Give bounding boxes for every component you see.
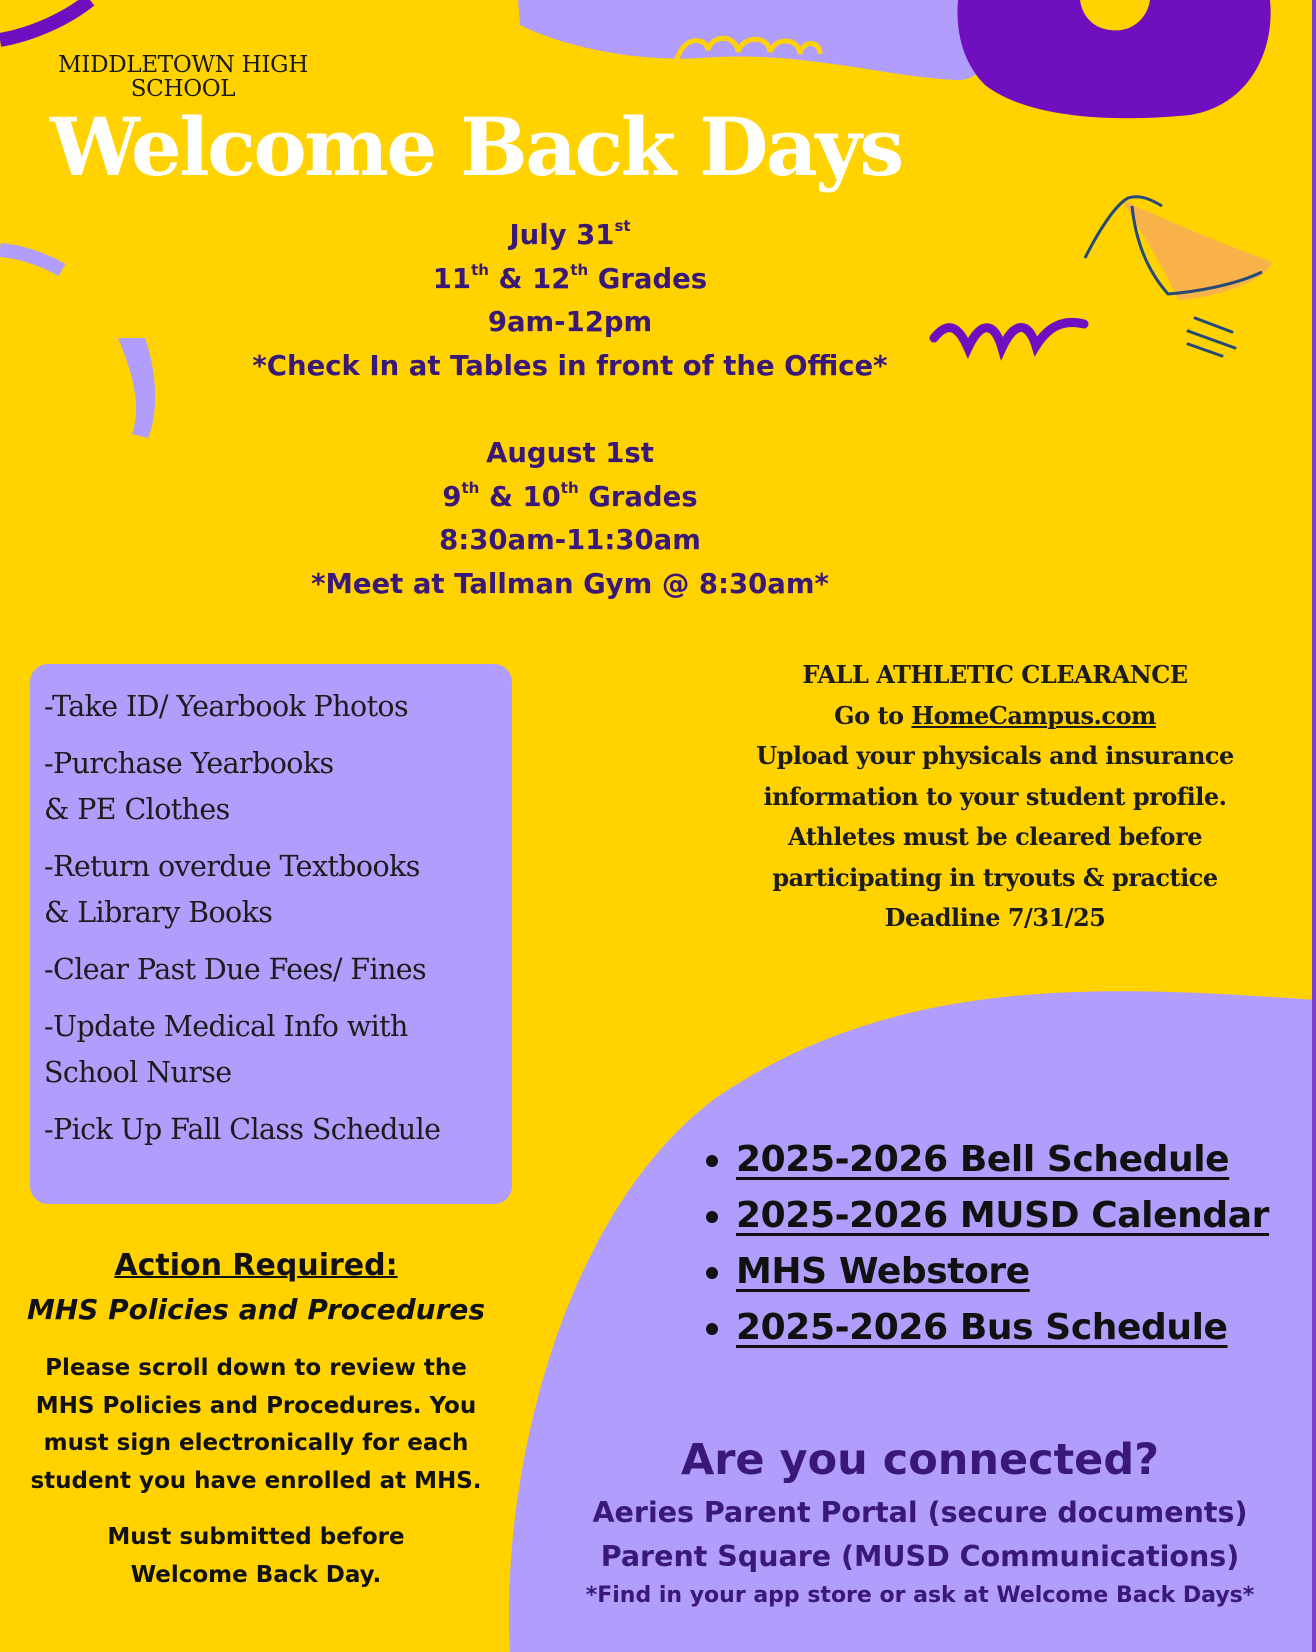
action-deadline-line: Welcome Back Day.	[130, 1561, 382, 1588]
athletic-line1: Upload your physicals and insurance	[756, 741, 1234, 770]
action-body-line: must sign electronically for each	[43, 1430, 469, 1456]
connected-section	[570, 1429, 1270, 1613]
athletic-goto: Go to HomeCampus.com	[834, 700, 1156, 730]
event1-note: *Check In at Tables in front of the Office*	[252, 349, 888, 382]
page-title: Welcome Back Days	[50, 100, 902, 194]
event-august-1	[170, 432, 970, 606]
homecampus-link[interactable]: HomeCampus.com	[911, 700, 1156, 730]
school-name	[52, 53, 314, 101]
parent-square-text: Parent Square (MUSD Communications)	[600, 1540, 1240, 1573]
action-required-section	[14, 1244, 498, 1594]
athletic-heading: FALL ATHLETIC CLEARANCE	[802, 660, 1188, 689]
webstore-link[interactable]: MHS Webstore	[700, 1244, 1269, 1300]
todo-list-box	[30, 664, 512, 1204]
todo-item: -Clear Past Due Fees/ Fines	[44, 953, 427, 986]
event2-grades: 9th & 10th Grades	[442, 478, 698, 513]
todo-item: -Take ID/ Yearbook Photos	[44, 690, 409, 723]
musd-calendar-link[interactable]: 2025-2026 MUSD Calendar	[700, 1188, 1269, 1244]
event2-date: August 1st	[486, 437, 654, 469]
athletic-line4: participating in tryouts & practice	[772, 862, 1218, 892]
athletic-line3: Athletes must be cleared before	[788, 822, 1202, 851]
athletic-line2: information to your student profile.	[763, 781, 1227, 811]
todo-item: -Pick Up Fall Class Schedule	[44, 1113, 441, 1146]
school-name-line1: MIDDLETOWN HIGH	[58, 52, 308, 78]
event2-time: 8:30am-11:30am	[439, 524, 701, 556]
action-body-line: MHS Policies and Procedures. You	[35, 1392, 477, 1419]
action-body-line: Please scroll down to review the	[45, 1355, 467, 1381]
todo-item: -Return overdue Textbooks & Library Books	[44, 850, 420, 929]
event2-note: *Meet at Tallman Gym @ 8:30am*	[311, 567, 829, 600]
event1-date: July 31st	[509, 217, 631, 251]
action-subheading: MHS Policies and Procedures	[26, 1293, 486, 1326]
app-store-note: *Find in your app store or ask at Welcome Back Days*	[585, 1583, 1255, 1608]
todo-item: -Update Medical Info with School Nurse	[44, 1010, 408, 1089]
athletic-clearance-section	[720, 655, 1270, 939]
lavender-arc-left	[0, 250, 62, 270]
bus-schedule-link[interactable]: 2025-2026 Bus Schedule	[700, 1300, 1269, 1356]
aeries-portal-text: Aeries Parent Portal (secure documents)	[592, 1496, 1248, 1529]
action-heading: Action Required:	[114, 1248, 398, 1283]
event1-time: 9am-12pm	[487, 306, 653, 338]
event-july-31	[170, 214, 970, 388]
resource-links-list	[700, 1132, 1269, 1356]
connected-heading: Are you connected?	[680, 1435, 1160, 1485]
bell-schedule-link[interactable]: 2025-2026 Bell Schedule	[700, 1132, 1269, 1188]
action-body-line: student you have enrolled at MHS.	[30, 1467, 482, 1494]
orange-megaphone-cone	[1122, 200, 1272, 300]
action-deadline-line: Must submitted before	[107, 1524, 405, 1550]
athletic-deadline: Deadline 7/31/25	[884, 903, 1106, 932]
action-deadline-note	[14, 1519, 498, 1594]
event1-grades: 11th & 12th Grades	[432, 260, 708, 295]
right-edge-strip	[1312, 0, 1316, 1652]
school-name-line2: SCHOOL	[130, 76, 236, 102]
sound-lines-icon	[1188, 318, 1235, 356]
lavender-swoosh-left	[118, 338, 155, 438]
todo-item: -Purchase Yearbooks & PE Clothes	[44, 747, 334, 826]
action-body	[14, 1350, 498, 1500]
purple-arc-top-left	[0, 0, 90, 40]
